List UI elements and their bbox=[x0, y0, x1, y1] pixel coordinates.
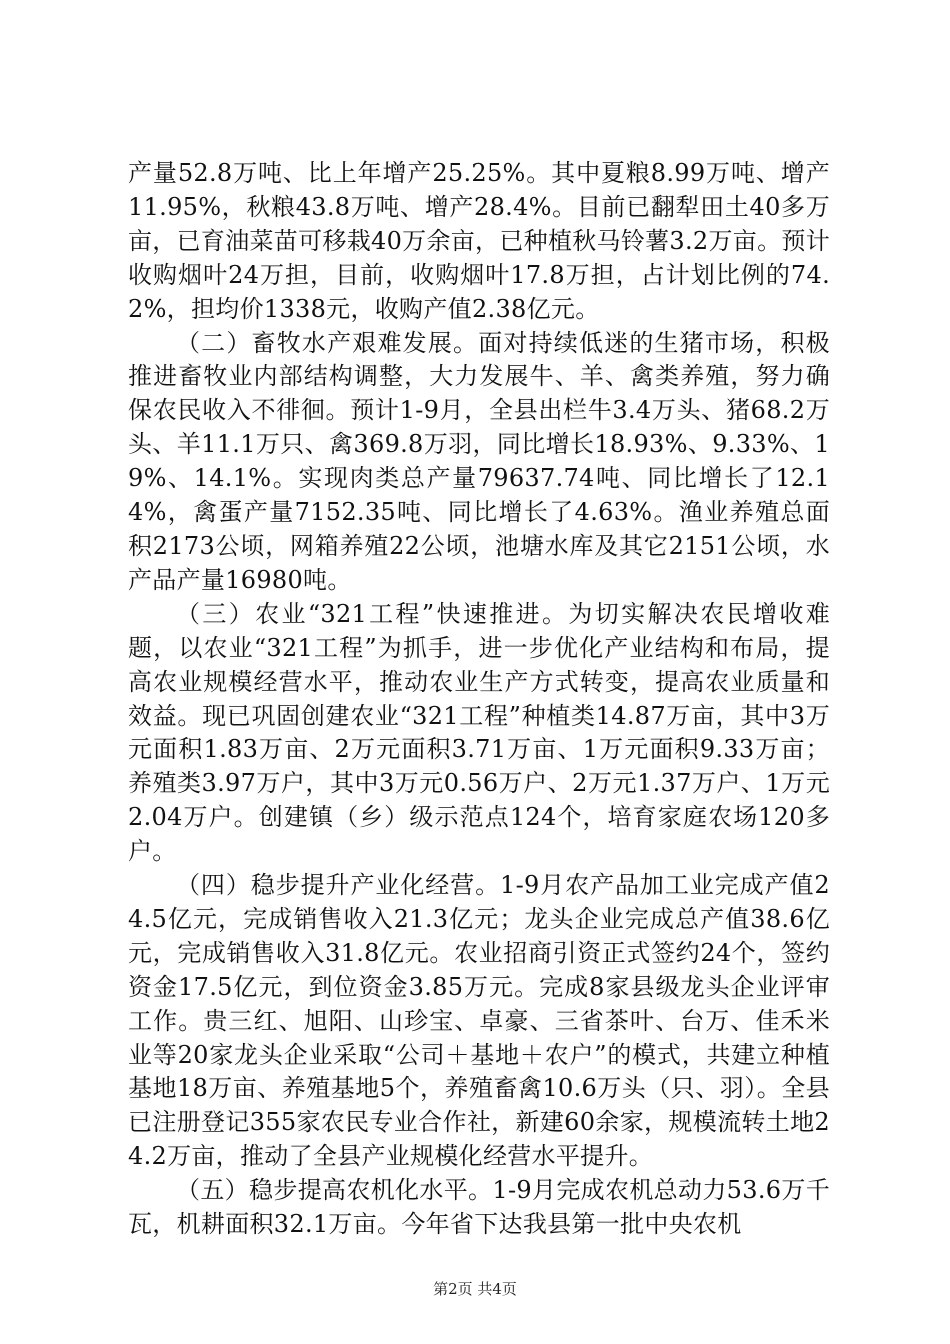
paragraph-321-project: （三）农业“321工程”快速推进。为切实解决农民增收难题，以农业“321工程”为抓手，进一步优化产业结构和布局，提高农业规模经营水平，推动农业生产方式转变，提高农业质量和效益。现已巩固创建农业“321工程”种植类14.87万亩，其中3万元面积1.83万亩、2万元面积3.71万亩、1万元面积9.33万亩；养殖类3.97万户，其中3万元0.56万户、2万元1.37万户、1万元2.04万户。创建镇（乡）级示范点124个，培育家庭农场120多户。 bbox=[128, 599, 830, 866]
page-number-footer: 第2页 共4页 bbox=[433, 1280, 517, 1298]
paragraph-livestock-aquaculture: （二）畜牧水产艰难发展。面对持续低迷的生猪市场，积极推进畜牧业内部结构调整，大力发展牛、羊、禽类养殖，努力确保农民收入不徘徊。预计1-9月，全县出栏牛3.4万头、猪68.2万头、羊11.1万只、禽369.8万羽，同比增长18.93%、9.33%、19%、14.1%。实现肉类总产量79637.74吨、同比增长了12.14%，禽蛋产量7152.35吨、同比增长了4.63%。渔业养殖总面积2173公顷，网箱养殖22公顷，池塘水库及其它2151公顷，水产品产量16980吨。 bbox=[128, 328, 830, 594]
paragraph-industrialization: （四）稳步提升产业化经营。1-9月农产品加工业完成产值24.5亿元，完成销售收入21.3亿元；龙头企业完成总产值38.6亿元，完成销售收入31.8亿元。农业招商引资正式签约24个，签约资金17.5亿元，到位资金3.85万元。完成8家县级龙头企业评审工作。贵三红、旭阳、山珍宝、卓豪、三省茶叶、台万、佳禾米业等20家龙头企业采取“公司＋基地＋农户”的模式，共建立种植基地18万亩、养殖基地5个，养殖畜禽10.6万头（只、羽）。全县已注册登记355家农民专业合作社，新建60余家，规模流转土地24.2万亩，推动了全县产业规模化经营水平提升。 bbox=[128, 871, 830, 1171]
document-body bbox=[128, 157, 830, 1242]
paragraph-mechanization: （五）稳步提高农机化水平。1-9月完成农机总动力53.6万千瓦，机耕面积32.1万亩。今年省下达我县第一批中央农机 bbox=[128, 1176, 830, 1239]
paragraph-grain-output: 产量52.8万吨、比上年增产25.25%。其中夏粮8.99万吨、增产11.95%，秋粮43.8万吨、增产28.4%。目前已翻犁田土40多万亩，已育油菜苗可移栽40万余亩，已种植秋马铃薯3.2万亩。预计收购烟叶24万担，目前，收购烟叶17.8万担，占计划比例的74.2%，担均价1338元，收购产值2.38亿元。 bbox=[128, 159, 831, 323]
